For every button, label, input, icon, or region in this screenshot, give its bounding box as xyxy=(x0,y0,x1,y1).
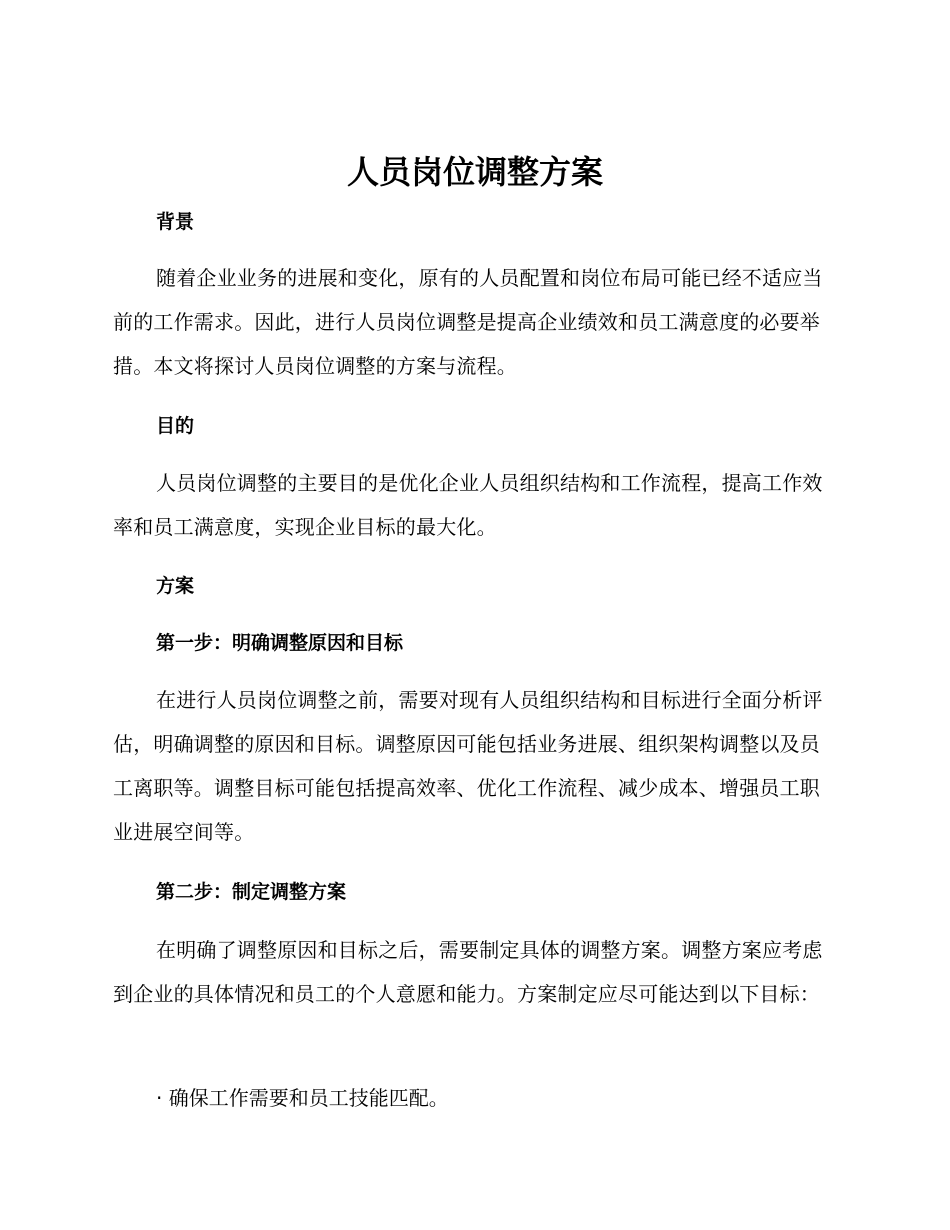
section-heading-plan: 方案 xyxy=(156,575,195,597)
page-title: 人员岗位调整方案 xyxy=(346,153,603,191)
section-heading-background: 背景 xyxy=(156,211,195,233)
paragraph-background: 随着企业业务的进展和变化，原有的人员配置和岗位布局可能已经不适应当前的工作需求。因此，进行人员岗位调整是提高企业绩效和员工满意度的必要举措。本文将探讨人员岗位调整的方案与流程。 xyxy=(113,266,823,378)
paragraph-purpose: 人员岗位调整的主要目的是优化企业人员组织结构和工作流程，提高工作效率和员工满意度，实现企业目标的最大化。 xyxy=(113,471,823,539)
paragraph-step2: 在明确了调整原因和目标之后，需要制定具体的调整方案。调整方案应考虑到企业的具体情况和员工的个人意愿和能力。方案制定应尽可能达到以下目标： xyxy=(113,938,823,1006)
section-heading-step2: 第二步：制定调整方案 xyxy=(156,881,347,903)
section-heading-purpose: 目的 xyxy=(156,415,195,437)
list-item: · 确保工作需要和员工技能匹配。 xyxy=(156,1086,449,1110)
section-heading-step1: 第一步：明确调整原因和目标 xyxy=(156,632,404,654)
paragraph-step1: 在进行人员岗位调整之前，需要对现有人员组织结构和目标进行全面分析评估，明确调整的原因和目标。调整原因可能包括业务进展、组织架构调整以及员工离职等。调整目标可能包括提高效率、优化工作流程、减少成本、增强员工职业进展空间等。 xyxy=(113,688,823,844)
